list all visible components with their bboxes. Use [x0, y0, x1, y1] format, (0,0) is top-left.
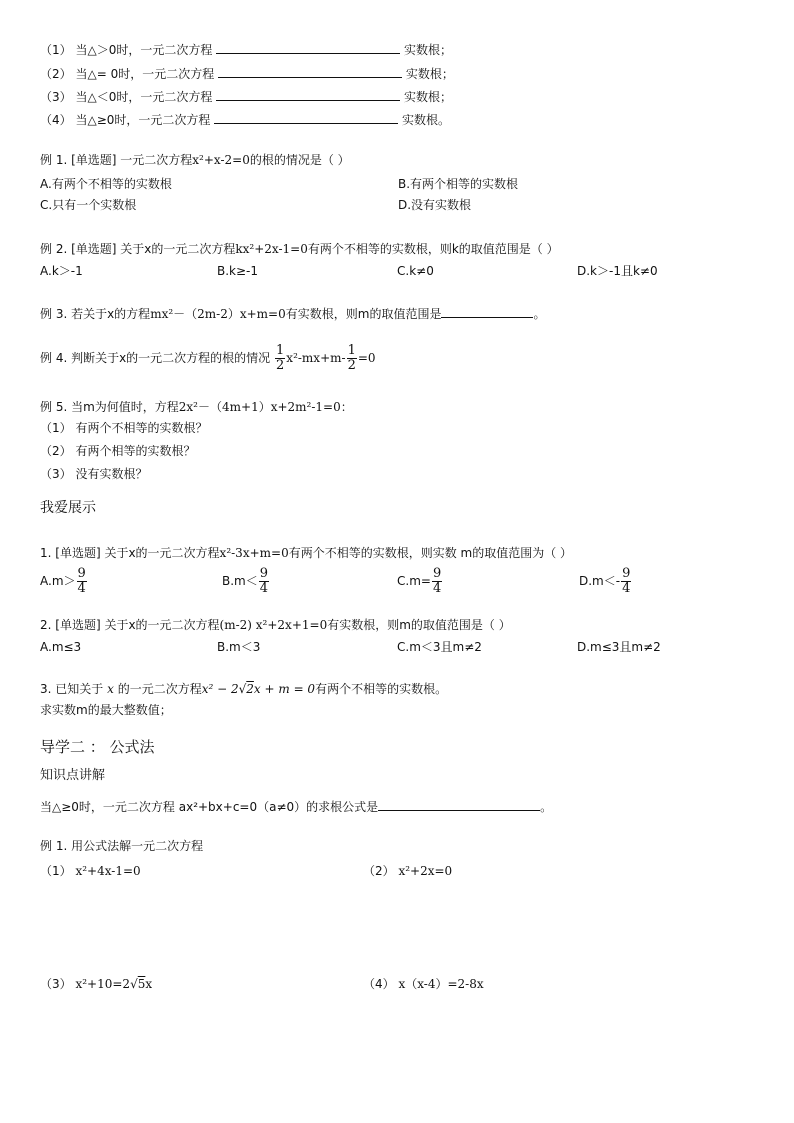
question-text: 3. 已知关于	[40, 682, 104, 696]
question-text: 有两个不相等的实数根，则k的取值范围是（ ）	[307, 242, 559, 256]
equation: mx²－（2m-2）x+m=0	[150, 307, 286, 321]
option-c[interactable]	[397, 563, 443, 599]
sub-question: （3） 没有实数根？	[40, 467, 148, 481]
example-5-question	[40, 399, 353, 415]
equation: x²-3x+m=0	[219, 546, 289, 560]
option-label: C.m=	[397, 574, 431, 588]
example-1-question	[40, 152, 350, 168]
question-end: 。	[533, 307, 546, 321]
option-d[interactable]	[579, 563, 632, 599]
fraction	[275, 344, 285, 373]
question-text: 2. [单选题] 关于x的一元二次方程	[40, 618, 220, 632]
option-b[interactable]: B.m＜3	[217, 640, 261, 654]
equation: x²-mx+m-	[286, 351, 346, 365]
option-d[interactable]: D.m≤3且m≠2	[577, 640, 661, 654]
question-text: 的根的情况是（ ）	[249, 153, 350, 167]
question-text: 例 2. [单选题] 关于x的一元二次方程	[40, 242, 236, 256]
option-c[interactable]: C.只有一个实数根	[40, 198, 137, 212]
equation-part: x² − 2	[201, 682, 239, 696]
numerator: 9	[432, 566, 442, 581]
q2-question	[40, 617, 511, 633]
question-text: 有实数根，则m的取值范围是（ ）	[327, 618, 511, 632]
question-end: 。	[540, 800, 553, 814]
example-2-question	[40, 241, 559, 257]
sub-question: （2） 有两个相等的实数根？	[40, 444, 196, 458]
numerator: 1	[276, 343, 285, 358]
fraction	[259, 567, 269, 596]
variable: x	[107, 682, 114, 696]
fraction	[347, 344, 357, 373]
answer-blank[interactable]	[216, 87, 400, 101]
numerator: 1	[347, 343, 356, 358]
fraction	[432, 567, 442, 596]
answer-blank[interactable]	[378, 797, 540, 811]
case-number: （2）	[40, 67, 72, 81]
question-text: 有两个不相等的实数根。	[315, 682, 448, 696]
case-number: （3）	[40, 90, 72, 104]
option-label: B.m＜	[222, 574, 258, 588]
question-end: ：	[340, 400, 353, 414]
section-title-formula: 导学二 ： 公式法	[40, 738, 155, 756]
equation: 2x²－（4m+1）x+2m²-1=0	[178, 400, 341, 414]
answer-blank[interactable]	[214, 110, 398, 124]
case-text: 当△＞0时，一元二次方程	[75, 43, 213, 57]
case-text: 当△≥0时，一元二次方程	[75, 113, 211, 127]
case-tail: 实数根；	[404, 90, 453, 104]
problem-1	[40, 863, 141, 879]
option-d[interactable]: D.没有实数根	[398, 198, 472, 212]
equation: x²+x-2=0	[192, 153, 250, 167]
case-tail: 实数根；	[404, 43, 453, 57]
answer-blank[interactable]	[441, 304, 533, 318]
equation: (m-2) x²+2x+1=0	[219, 618, 328, 632]
question-text: 当△≥0时，一元二次方程 ax²+bx+c=0（a≠0）的求根公式是	[40, 800, 379, 814]
option-c[interactable]: C.k≠0	[397, 264, 434, 278]
denominator: 4	[259, 581, 269, 596]
equation: x²+2x=0	[398, 864, 453, 878]
radicand: 2	[246, 682, 254, 696]
question-text: 例 1. [单选题] 一元二次方程	[40, 153, 193, 167]
equation: x（x-4）=2-8x	[398, 977, 484, 991]
equation: x² − 2√2x + m = 0	[201, 682, 316, 696]
answer-blank[interactable]	[218, 64, 402, 78]
problem-number: （3）	[40, 977, 72, 991]
case-3	[40, 87, 452, 105]
section-subtitle: 知识点讲解	[40, 768, 106, 783]
problem-number: （1）	[40, 864, 72, 878]
q1-question	[40, 545, 572, 561]
fraction	[621, 567, 631, 596]
equation: =0	[357, 351, 376, 365]
radicand: 5	[137, 977, 146, 991]
denominator: 4	[432, 581, 442, 596]
question-text: 有两个不相等的实数根，则实数 m的取值范围为（ ）	[288, 546, 573, 560]
problem-3	[40, 976, 152, 992]
denominator: 4	[622, 581, 631, 596]
problem-number: （4）	[363, 977, 395, 991]
example-3-question	[40, 304, 545, 322]
equation: kx²+2x-1=0	[235, 242, 308, 256]
question-text: 例 5. 当m为何值时，方程	[40, 400, 179, 414]
question-text: 例 3. 若关于x的方程	[40, 307, 151, 321]
question-text: 有实数根，则m的取值范围是	[285, 307, 442, 321]
equation: x²+10=2√5x	[75, 977, 153, 991]
case-text: 当△= 0时，一元二次方程	[75, 67, 215, 81]
option-label: D.m＜-	[579, 574, 621, 588]
numerator: 9	[259, 566, 269, 581]
question-text: 的一元二次方程	[117, 682, 202, 696]
option-b[interactable]	[222, 563, 270, 599]
q3-question	[40, 681, 447, 697]
case-tail: 实数根；	[405, 67, 454, 81]
fraction	[77, 567, 87, 596]
option-b[interactable]: B.k≥-1	[217, 264, 259, 278]
option-a[interactable]: A.m≤3	[40, 640, 82, 654]
option-label: A.m＞	[40, 574, 76, 588]
denominator: 2	[276, 358, 285, 373]
case-number: （1）	[40, 43, 72, 57]
option-c[interactable]: C.m＜3且m≠2	[397, 640, 482, 654]
case-text: 当△＜0时，一元二次方程	[75, 90, 213, 104]
formula-question	[40, 797, 552, 815]
case-number: （4）	[40, 113, 72, 127]
option-a[interactable]: A.k＞-1	[40, 264, 83, 278]
equation: x²+4x-1=0	[75, 864, 141, 878]
equation-part: x	[145, 977, 153, 991]
option-d[interactable]: D.k＞-1且k≠0	[577, 264, 658, 278]
denominator: 4	[77, 581, 86, 596]
case-4	[40, 110, 450, 128]
formula-example-title: 例 1. 用公式法解一元二次方程	[40, 839, 204, 853]
option-a[interactable]: A.有两个不相等的实数根	[40, 177, 172, 191]
problem-number: （2）	[363, 864, 395, 878]
section-title-show: 我爱展示	[40, 500, 96, 516]
example-4-question	[40, 340, 376, 376]
case-2	[40, 64, 454, 82]
problem-4	[363, 976, 484, 992]
question-text: 例 4. 判断关于x的一元二次方程的根的情况	[40, 351, 271, 365]
sub-question: （1） 有两个不相等的实数根？	[40, 421, 208, 435]
option-b[interactable]: B.有两个相等的实数根	[398, 177, 519, 191]
numerator: 9	[77, 566, 86, 581]
equation-part: x + m = 0	[253, 682, 316, 696]
option-a[interactable]	[40, 563, 88, 599]
q3-subquestion: 求实数m的最大整数值；	[40, 703, 172, 717]
equation-part: x²+10=2	[75, 977, 131, 991]
case-1	[40, 40, 452, 58]
denominator: 2	[347, 358, 356, 373]
case-tail: 实数根。	[402, 113, 451, 127]
question-text: 1. [单选题] 关于x的一元二次方程	[40, 546, 220, 560]
answer-blank[interactable]	[216, 40, 400, 54]
problem-2	[363, 863, 452, 879]
numerator: 9	[622, 566, 631, 581]
